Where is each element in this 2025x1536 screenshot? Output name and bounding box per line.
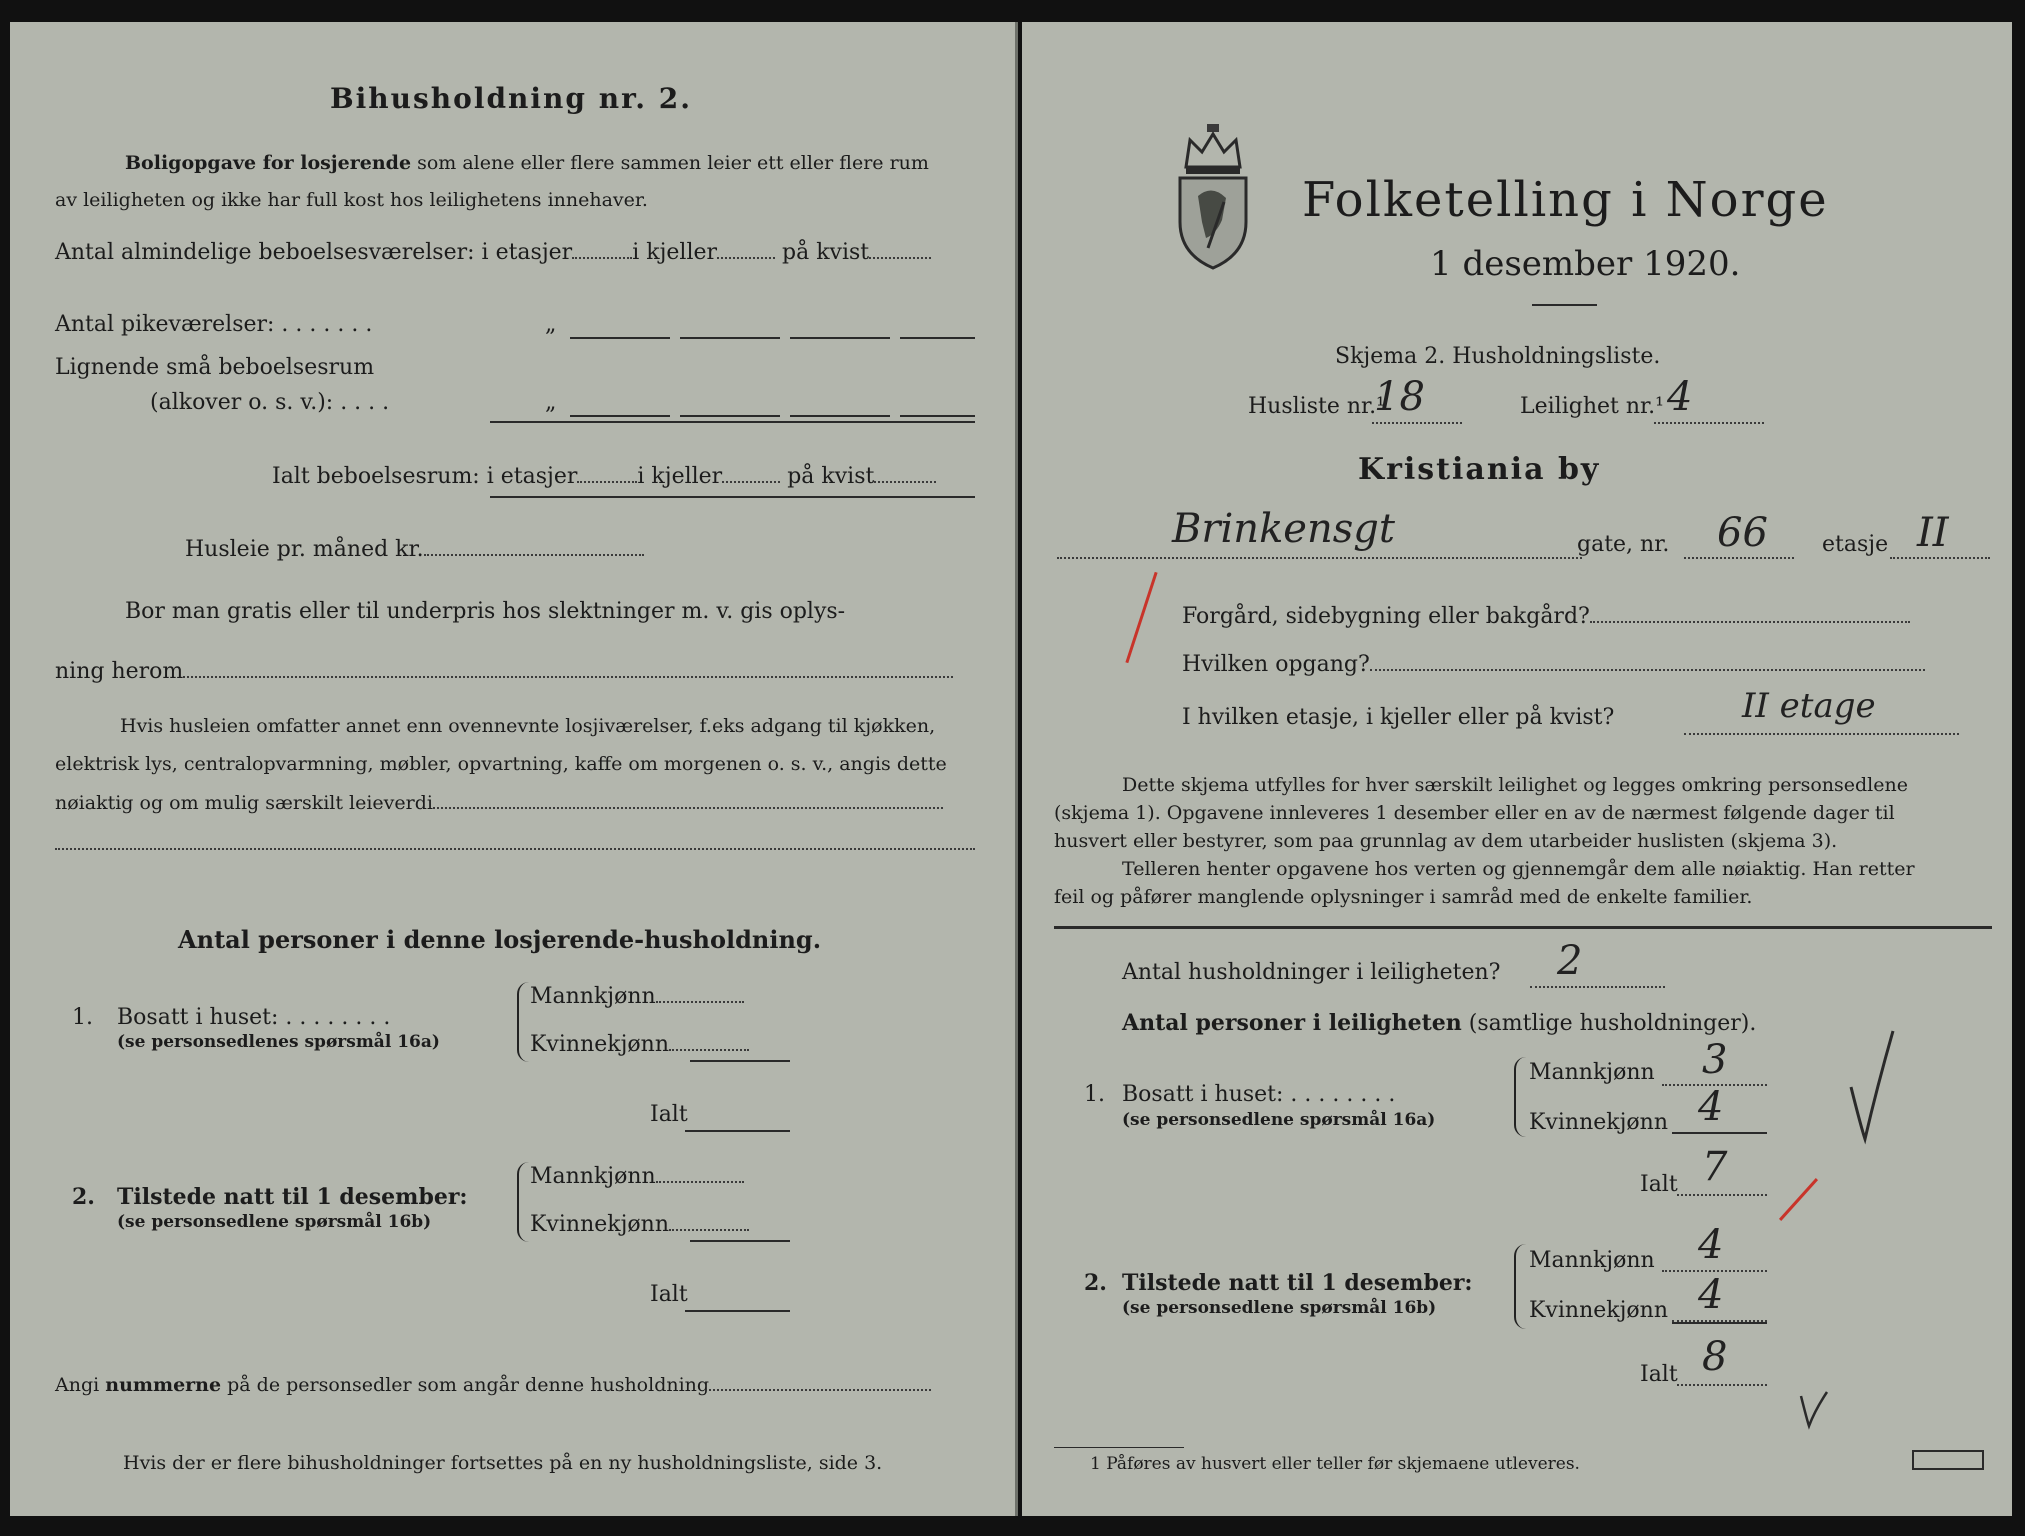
etasjer-label: i etasjer [481,240,573,265]
pike-field-4[interactable] [900,337,975,339]
hvis-line-2: elektrisk lys, centralopvarmning, møbler, opvartning, kaffe om morgenen o. s. v., angis dette [55,753,947,775]
q1-kvinne-label: Kvinnekjønn [530,1032,669,1057]
pike-field-2[interactable] [680,337,780,339]
info-line-2: (skjema 1). Opgavene innleveres 1 desember eller en av de nærmest følgende dager til [1054,802,1895,824]
antal-pers-row [1122,1010,1756,1036]
q1-kvinne-row [530,1032,749,1057]
footnote-rule [1054,1447,1184,1448]
angi-bold: nummerne [105,1374,222,1396]
hvis-field-2[interactable] [55,848,975,850]
q1-kvinne-field[interactable] [669,1045,749,1051]
hvilken-etasje-field [1684,729,1959,735]
ialt-etasjer-field[interactable] [577,477,637,483]
kvist-label: på kvist [782,240,870,265]
q1-number: 1. [72,1005,93,1030]
ialt-kjeller-field[interactable] [722,477,780,483]
ialt-kvist-field[interactable] [874,477,936,483]
angi-word: Angi [55,1374,100,1396]
coat-of-arms-icon [1172,122,1254,272]
left-page [10,22,1018,1516]
forgard-row [1182,604,1910,629]
gate-label: gate, nr. [1577,532,1670,557]
q2-kvinne-row [530,1212,749,1237]
hvilken-etasje-label: I hvilken etasje, i kjeller eller på kvist? [1182,705,1615,730]
intro-text-1: som alene eller flere sammen leier ett eller flere rum [417,152,929,174]
lignende-field-2[interactable] [680,415,780,417]
leilighet-label: Leilighet nr.¹ [1520,394,1664,419]
intro-line-1 [125,152,929,174]
r-q1-sum-rule [1672,1132,1767,1134]
r-q1-sub: (se personsedlene spørsmål 16a) [1122,1110,1436,1130]
census-title: Folketelling i Norge [1302,172,1829,228]
pike-field-3[interactable] [790,337,890,339]
forgard-label: Forgård, sidebygning eller bakgård? [1182,604,1590,629]
street-field [1057,553,1582,559]
husleie-label: Husleie pr. måned kr. [185,537,424,562]
pike-field-1[interactable] [570,337,670,339]
right-page [1022,22,2012,1516]
hvis-label-3: nøiaktig og om mulig særskilt leieverdi [55,792,433,814]
q1-mann-label: Mannkjønn [530,984,656,1009]
q2-sub: (se personsedlene spørsmål 16b) [117,1212,432,1232]
skjema-label: Skjema 2. Husholdningsliste. [1335,344,1661,369]
r-q1-ialt-field [1677,1190,1767,1196]
q2-ialt-label: Ialt [650,1282,688,1307]
title-rule [1532,304,1597,306]
angi-text: på de personsedler som angår denne husholdning [227,1374,710,1396]
census-date: 1 desember 1920. [1430,244,1741,284]
angi-row [55,1374,931,1396]
q2-ialt-field[interactable] [685,1310,790,1312]
gate-nr-field [1684,553,1794,559]
r-q1-mann-value[interactable]: 3 [1702,1037,1728,1083]
antal-personer-heading: Antal personer i denne losjerende-husholdning. [178,925,822,954]
r-q2-ialt-value[interactable]: 8 [1702,1334,1728,1380]
lignende-ditto: „ [545,390,557,415]
forgard-field[interactable] [1590,617,1910,623]
ialt-rum-rule [490,496,975,498]
pike-ditto: „ [545,312,557,337]
hvilken-etasje-value[interactable]: II etage [1742,686,1876,726]
r-q2-brace [1514,1244,1526,1329]
q2-sum-rule [690,1240,790,1242]
q2-label: Tilstede natt til 1 desember: [117,1184,468,1210]
pike-label: Antal pikeværelser: . . . . . . . [55,312,373,337]
lignende-label-2: (alkover o. s. v.): . . . . [150,390,390,415]
kvist-field[interactable] [869,253,931,259]
bor-field[interactable] [183,672,953,678]
antal-alm-row [55,240,931,265]
q1-sum-rule [690,1060,790,1062]
r-q1-mann-label: Mannkjønn [1529,1060,1655,1085]
antal-alm-label: Antal almindelige beboelsesværelser: [55,240,475,265]
bor-line-2 [55,659,953,684]
hvis-line-3 [55,792,943,814]
r-q1-label: Bosatt i huset: . . . . . . . . [1122,1082,1396,1107]
printer-stamp [1912,1450,1984,1470]
leilighet-value[interactable]: 4 [1667,374,1693,420]
r-q2-number: 2. [1084,1270,1107,1296]
hvis-line-1: Hvis husleien omfatter annet enn ovennevnte losjiværelser, f.eks adgang til kjøkken, [120,715,936,737]
intro-line-2: av leiligheten og ikke har full kost hos leilighetens innehaver. [55,189,648,211]
etasje-field [1890,553,1990,559]
r-q1-brace [1514,1057,1526,1137]
q2-number: 2. [72,1184,95,1210]
q1-ialt-field[interactable] [685,1130,790,1132]
etasje-value[interactable]: II [1917,510,1949,556]
kjeller-label: i kjeller [632,240,718,265]
red-check-mark [1125,572,1157,663]
q1-label: Bosatt i huset: . . . . . . . . [117,1005,391,1030]
opgang-row [1182,652,1925,677]
etasje-label: etasje [1822,532,1889,557]
opgang-field[interactable] [1370,665,1925,671]
r-q1-kvinne-value[interactable]: 4 [1698,1084,1724,1130]
lignende-field-3[interactable] [790,415,890,417]
intro-bold: Boligopgave for losjerende [125,152,412,174]
r-q2-kvinne-label: Kvinnekjønn [1529,1298,1668,1323]
r-q2-sum-rule [1672,1322,1767,1324]
antal-hush-value[interactable]: 2 [1557,938,1583,984]
ialt-kvist-label: på kvist [787,464,875,489]
leilighet-field [1654,418,1764,424]
lignende-field-1[interactable] [570,415,670,417]
r-q1-ialt-label: Ialt [1640,1172,1678,1197]
q2-mann-label: Mannkjønn [530,1164,656,1189]
r-q2-ialt-field [1677,1380,1767,1386]
info-line-4: Telleren henter opgavene hos verten og gjennemgår dem alle nøiaktig. Han retter [1122,858,1915,880]
husliste-label: Husliste nr.¹ [1248,394,1385,419]
r-q1-kvinne-label: Kvinnekjønn [1529,1110,1668,1135]
r-q2-mann-value[interactable]: 4 [1698,1222,1724,1268]
q2-brace [517,1162,529,1242]
bor-label-2: ning herom [55,659,184,684]
r-q2-label: Tilstede natt til 1 desember: [1122,1270,1473,1296]
info-line-5: feil og påfører manglende oplysninger i samråd med de enkelte familier. [1054,886,1753,908]
antal-pers-bold: Antal personer i leiligheten [1122,1010,1462,1036]
r-q1-ialt-value[interactable]: 7 [1702,1144,1728,1190]
q2-mann-field[interactable] [656,1177,744,1183]
q1-brace [517,982,529,1062]
angi-field[interactable] [709,1385,931,1391]
antal-pers-rest: (samtlige husholdninger). [1468,1011,1757,1036]
small-checkmark-icon [1799,1390,1829,1430]
husliste-field [1372,418,1462,424]
checkmark-icon [1847,1027,1897,1147]
husleie-row [185,537,644,562]
bihusholdning-title: Bihusholdning nr. 2. [330,82,692,115]
ialt-rum-label: Ialt beboelsesrum: [272,464,480,489]
q1-mann-field[interactable] [656,997,744,1003]
red-correction-mark [1779,1178,1818,1221]
city-name: Kristiania by [1358,452,1601,487]
street-value[interactable]: Brinkensgt [1172,506,1395,552]
footnote: 1 Påføres av husvert eller teller før skjemaene utleveres. [1090,1454,1580,1474]
q2-kvinne-label: Kvinnekjønn [530,1212,669,1237]
bor-line-1: Bor man gratis eller til underpris hos slektninger m. v. gis oplys- [125,599,846,624]
lignende-field-4[interactable] [900,415,975,417]
ialt-kjeller-label: i kjeller [637,464,723,489]
husleie-field[interactable] [424,550,644,556]
info-line-3: husvert eller bestyrer, som paa grunnlag av dem utarbeider huslisten (skjema 3). [1054,830,1838,852]
r-q2-ialt-label: Ialt [1640,1362,1678,1387]
etasjer-field[interactable] [572,253,632,259]
info-line-1: Dette skjema utfylles for hver særskilt leilighet og legges omkring personsedlene [1122,774,1908,796]
antal-hush-label: Antal husholdninger i leiligheten? [1122,960,1501,985]
kjeller-field[interactable] [717,253,775,259]
lignende-label-1: Lignende små beboelsesrum [55,355,375,380]
left-footer: Hvis der er flere bihusholdninger fortsettes på en ny husholdningsliste, side 3. [123,1452,883,1474]
q2-kvinne-field[interactable] [669,1225,749,1231]
opgang-label: Hvilken opgang? [1182,652,1370,677]
q2-mann-row [530,1164,744,1189]
r-q2-sub: (se personsedlene spørsmål 16b) [1122,1298,1437,1318]
ialt-rum-row [272,464,936,489]
sum-rule [490,421,975,423]
r-q2-mann-label: Mannkjønn [1529,1248,1655,1273]
q1-ialt-label: Ialt [650,1102,688,1127]
antal-hush-field [1530,982,1665,988]
ialt-etasjer-label: i etasjer [486,464,578,489]
q1-mann-row [530,984,744,1009]
r-q2-kvinne-value[interactable]: 4 [1698,1272,1724,1318]
hvis-field[interactable] [433,803,943,809]
info-rule [1054,926,1992,929]
q1-sub: (se personsedlenes spørsmål 16a) [117,1032,440,1052]
r-q1-number: 1. [1084,1082,1105,1107]
gate-nr-value[interactable]: 66 [1717,510,1768,556]
husliste-value[interactable]: 18 [1374,374,1425,420]
